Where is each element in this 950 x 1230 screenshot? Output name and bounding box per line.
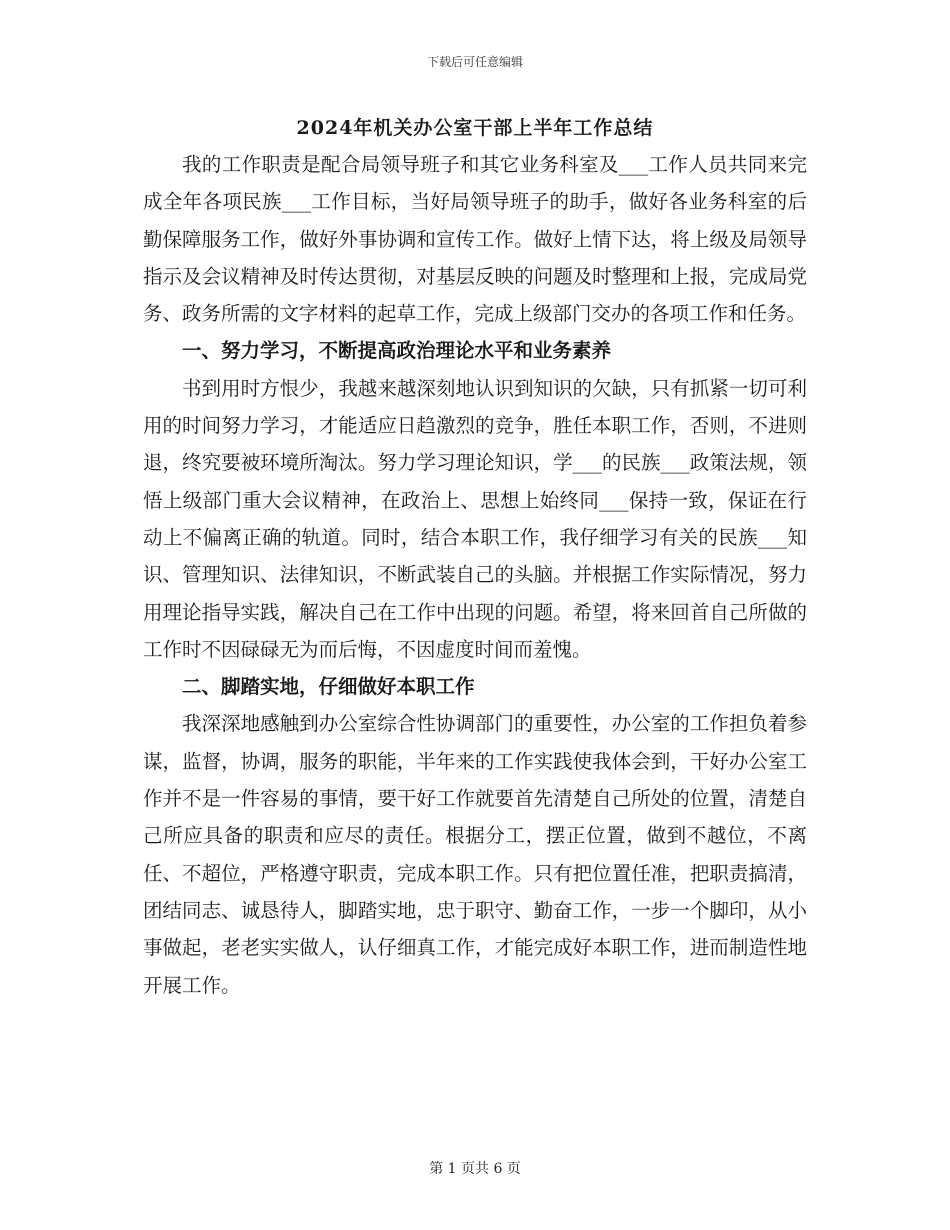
section-body-2: 我深深地感触到办公室综合性协调部门的重要性，办公室的工作担负着参谋，监督，协调，服务的职能，半年来的工作实践使我体会到，干好办公室工作并不是一件容易的事情，要干好工作就要首先清楚自己所处的位置，清楚自己所应具备的职责和应尽的责任。根据分工，摆正位置，做到不越位，不离任、不超位，严格遵守职责，完成本职工作。只有把位置任准，把职责搞清，团结同志、诚恳待人，脚踏实地，忠于职守、勤奋工作，一步一个脚印，从小事做起，老老实实做人，认仔细真工作，才能完成好本职工作，进而制造性地开展工作。 [143,712,807,997]
section-heading-2: 二、脚踏实地，仔细做好本职工作 [182,675,475,699]
section-heading-1: 一、努力学习，不断提高政治理论水平和业务素养 [182,339,612,363]
section-body-1: 书到用时方恨少，我越来越深刻地认识到知识的欠缺，只有抓紧一切可利用的时间努力学习，才能适应日趋激烈的竞争，胜任本职工作，否则，不进则退，终究要被环境所淘汰。努力学习理论知识，学___的民族___政策法规，领悟上级部门重大会议精神，在政治上、思想上始终同___保持一致，保证在行动上不偏离正确的轨道。同时，结合本职工作，我仔细学习有关的民族___知识、管理知识、法律知识，不断武装自己的头脑。并根据工作实际情况，努力用理论指导实践，解决自己在工作中出现的问题。希望，将来回首自己所做的工作时不因碌碌无为而后悔，不因虚度时间而羞愧。 [143,376,807,661]
intro-paragraph: 我的工作职责是配合局领导班子和其它业务科室及___工作人员共同来完成全年各项民族___工作目标，当好局领导班子的助手，做好各业务科室的后勤保障服务工作，做好外事协调和宣传工作。做好上情下达，将上级及局领导指示及会议精神及时传达贯彻，对基层反映的问题及时整理和上报，完成局党务、政务所需的文字材料的起草工作，完成上级部门交办的各项工作和任务。 [143,153,807,326]
page-number: 第 1 页共 6 页 [429,1161,521,1177]
document-title: 2024年机关办公室干部上半年工作总结 [296,117,654,139]
document-body [143,146,807,1004]
header-note: 下载后可任意编辑 [426,55,523,69]
